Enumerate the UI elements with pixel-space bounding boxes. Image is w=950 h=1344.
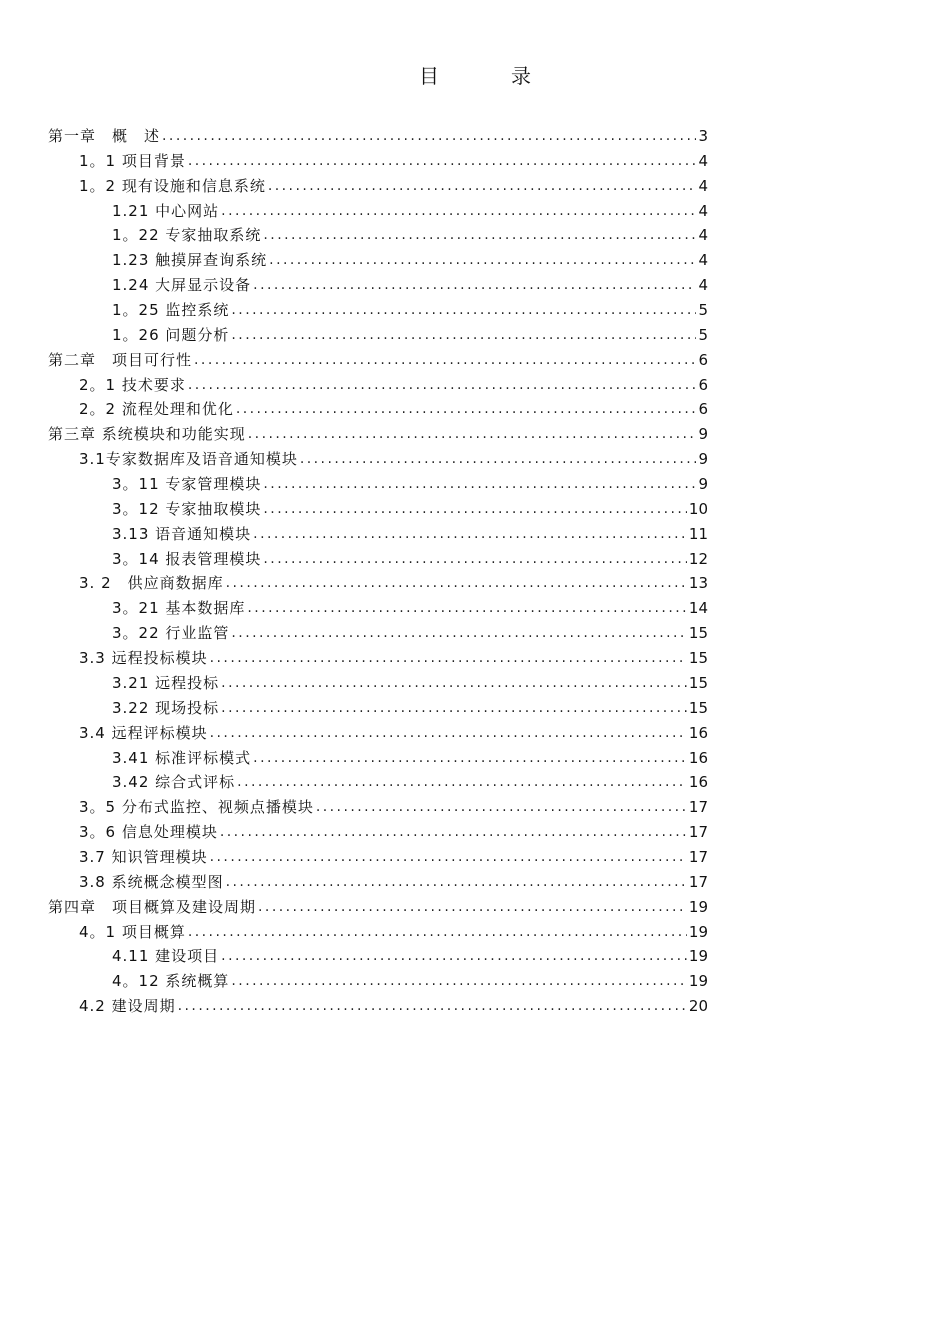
toc-entry-label: 3。22 行业监管 [112, 624, 230, 643]
dot-leader [210, 721, 687, 746]
toc-entry[interactable] [112, 522, 708, 547]
dot-leader [178, 994, 687, 1019]
dot-leader [263, 472, 696, 497]
toc-entry[interactable] [112, 472, 708, 497]
dot-leader [258, 895, 687, 920]
toc-entry-label: 1。2 现有设施和信息系统 [79, 176, 266, 195]
toc-entry[interactable] [79, 721, 708, 746]
toc-entry-label: 3.22 现场投标 [112, 698, 220, 717]
dot-leader [221, 199, 696, 224]
toc-entry-label: 1。1 项目背景 [79, 151, 186, 170]
toc-entry-page-number: 15 [688, 698, 708, 717]
toc-entry-label: 4。1 项目概算 [79, 922, 186, 941]
toc-entry[interactable] [112, 298, 708, 323]
dot-leader [231, 323, 696, 348]
toc-entry-page-number: 17 [688, 798, 708, 817]
toc-entry-page-number: 20 [688, 997, 708, 1016]
toc-entry[interactable] [48, 348, 708, 373]
toc-entry-label: 第四章 项目概算及建设周期 [48, 897, 257, 916]
toc-entry-page-number: 9 [698, 450, 708, 469]
toc-entry-page-number: 15 [688, 673, 708, 692]
dot-leader [221, 671, 687, 696]
dot-leader [221, 944, 687, 969]
toc-entry-label: 1。22 专家抽取系统 [112, 226, 262, 245]
toc-entry-page-number: 5 [698, 301, 708, 320]
toc-entry-page-number: 17 [688, 872, 708, 891]
toc-entry-page-number: 12 [688, 549, 708, 568]
toc-entry[interactable] [79, 373, 708, 398]
toc-entry-page-number: 5 [698, 325, 708, 344]
toc-entry-page-number: 4 [698, 276, 708, 295]
toc-entry-label: 3。6 信息处理模块 [79, 823, 218, 842]
toc-entry[interactable] [79, 571, 708, 596]
dot-leader [247, 596, 687, 621]
toc-entry-label: 3.13 语音通知模块 [112, 524, 252, 543]
toc-entry-page-number: 16 [688, 723, 708, 742]
dot-leader [210, 646, 687, 671]
toc-entry[interactable] [48, 124, 708, 149]
dot-leader [253, 746, 687, 771]
dot-leader [220, 820, 687, 845]
toc-entry-label: 4。12 系统概算 [112, 972, 230, 991]
toc-entry-label: 3.1专家数据库及语音通知模块 [79, 450, 298, 469]
dot-leader [231, 969, 687, 994]
toc-entry-label: 3。14 报表管理模块 [112, 549, 262, 568]
toc-entry[interactable] [112, 944, 708, 969]
toc-entry-label: 4.2 建设周期 [79, 997, 176, 1016]
toc-entry[interactable] [112, 596, 708, 621]
dot-leader [236, 397, 697, 422]
toc-entry-page-number: 9 [698, 475, 708, 494]
toc-entry[interactable] [112, 746, 708, 771]
dot-leader [237, 770, 687, 795]
toc-entry-page-number: 16 [688, 748, 708, 767]
toc-entry-label: 3.42 综合式评标 [112, 773, 236, 792]
toc-entry[interactable] [79, 447, 708, 472]
toc-entry-page-number: 19 [688, 972, 708, 991]
toc-entry-page-number: 14 [688, 599, 708, 618]
toc-entry-label: 3.41 标准评标模式 [112, 748, 252, 767]
toc-entry[interactable] [79, 870, 708, 895]
toc-entry[interactable] [79, 397, 708, 422]
toc-entry[interactable] [112, 969, 708, 994]
toc-entry-label: 1。25 监控系统 [112, 301, 230, 320]
dot-leader [188, 149, 697, 174]
dot-leader [269, 248, 696, 273]
toc-entry[interactable] [79, 174, 708, 199]
toc-entry-label: 3。5 分布式监控、视频点播模块 [79, 798, 314, 817]
dot-leader [226, 571, 687, 596]
dot-leader [188, 373, 697, 398]
toc-entry[interactable] [112, 248, 708, 273]
toc-entry-label: 3.7 知识管理模块 [79, 847, 208, 866]
toc-entry[interactable] [112, 671, 708, 696]
toc-entry-page-number: 6 [698, 375, 708, 394]
toc-entry-label: 3.4 远程评标模块 [79, 723, 208, 742]
dot-leader [263, 497, 687, 522]
toc-entry-label: 1.24 大屏显示设备 [112, 276, 252, 295]
toc-entry[interactable] [112, 223, 708, 248]
toc-entry-page-number: 17 [688, 847, 708, 866]
toc-entry-label: 3.21 远程投标 [112, 673, 220, 692]
toc-entry-label: 2。2 流程处理和优化 [79, 400, 234, 419]
dot-leader [316, 795, 687, 820]
toc-entry[interactable] [79, 820, 708, 845]
toc-entry[interactable] [48, 422, 708, 447]
dot-leader [253, 273, 696, 298]
toc-entry-label: 第二章 项目可行性 [48, 350, 193, 369]
dot-leader [210, 845, 687, 870]
dot-leader [300, 447, 697, 472]
toc-entry-page-number: 4 [698, 201, 708, 220]
toc-entry[interactable] [112, 199, 708, 224]
toc-entry-label: 4.11 建设项目 [112, 947, 220, 966]
toc-entry[interactable] [79, 920, 708, 945]
toc-entry[interactable] [112, 696, 708, 721]
toc-entry-page-number: 15 [688, 624, 708, 643]
toc-entry-page-number: 3 [698, 127, 708, 145]
dot-leader [263, 223, 696, 248]
toc-entry-page-number: 17 [688, 823, 708, 842]
toc-entry-label: 3。11 专家管理模块 [112, 475, 262, 494]
toc-entry-page-number: 4 [698, 176, 708, 195]
dot-leader [231, 298, 696, 323]
dot-leader [162, 124, 696, 149]
dot-leader [263, 547, 687, 572]
toc-title: 目 录 [419, 64, 557, 88]
toc-entry-label: 3.3 远程投标模块 [79, 649, 208, 668]
toc-entry-label: 2。1 技术要求 [79, 375, 186, 394]
toc-entry-page-number: 16 [688, 773, 708, 792]
dot-leader [268, 174, 697, 199]
toc-entry[interactable] [79, 994, 708, 1019]
toc-entry-page-number: 19 [688, 922, 708, 941]
toc-entry-page-number: 19 [688, 947, 708, 966]
toc-entry[interactable] [112, 547, 708, 572]
toc-entry[interactable] [79, 795, 708, 820]
dot-leader [194, 348, 696, 373]
toc-entry-page-number: 19 [688, 897, 708, 916]
dot-leader [226, 870, 687, 895]
toc-entry-label: 3。21 基本数据库 [112, 599, 246, 618]
toc-entry-page-number: 4 [698, 226, 708, 245]
toc-entry-label: 1.23 触摸屏查询系统 [112, 251, 268, 270]
toc-entry-page-number: 13 [688, 574, 708, 593]
dot-leader [188, 920, 687, 945]
dot-leader [231, 621, 687, 646]
toc-entry[interactable] [48, 895, 708, 920]
toc-entry-page-number: 10 [688, 499, 708, 518]
dot-leader [248, 422, 697, 447]
dot-leader [253, 522, 687, 547]
toc-entry[interactable] [79, 149, 708, 174]
toc-entry[interactable] [112, 621, 708, 646]
toc-entry-label: 第三章 系统模块和功能实现 [48, 425, 246, 444]
toc-entry-label: 3.8 系统概念模型图 [79, 872, 224, 891]
toc-entry-label: 1。26 问题分析 [112, 325, 230, 344]
toc-entry-page-number: 4 [698, 151, 708, 170]
toc-entry[interactable] [112, 770, 708, 795]
toc-entry[interactable] [79, 845, 708, 870]
toc-entry[interactable] [112, 497, 708, 522]
toc-entry[interactable] [112, 323, 708, 348]
toc-entry-label: 第一章 概 述 [48, 127, 161, 145]
toc-entry-label: 3. 2 供应商数据库 [79, 574, 224, 593]
toc-entry[interactable] [79, 646, 708, 671]
toc-entry-page-number: 6 [698, 350, 708, 369]
toc-entry-page-number: 4 [698, 251, 708, 270]
toc-entry[interactable] [112, 273, 708, 298]
toc-entry-label: 1.21 中心网站 [112, 201, 220, 220]
toc-entry-label: 3。12 专家抽取模块 [112, 499, 262, 518]
toc-entry-page-number: 11 [688, 524, 708, 543]
dot-leader [221, 696, 687, 721]
toc-entry-page-number: 6 [698, 400, 708, 419]
toc-entry-page-number: 9 [698, 425, 708, 444]
toc-entry-page-number: 15 [688, 649, 708, 668]
